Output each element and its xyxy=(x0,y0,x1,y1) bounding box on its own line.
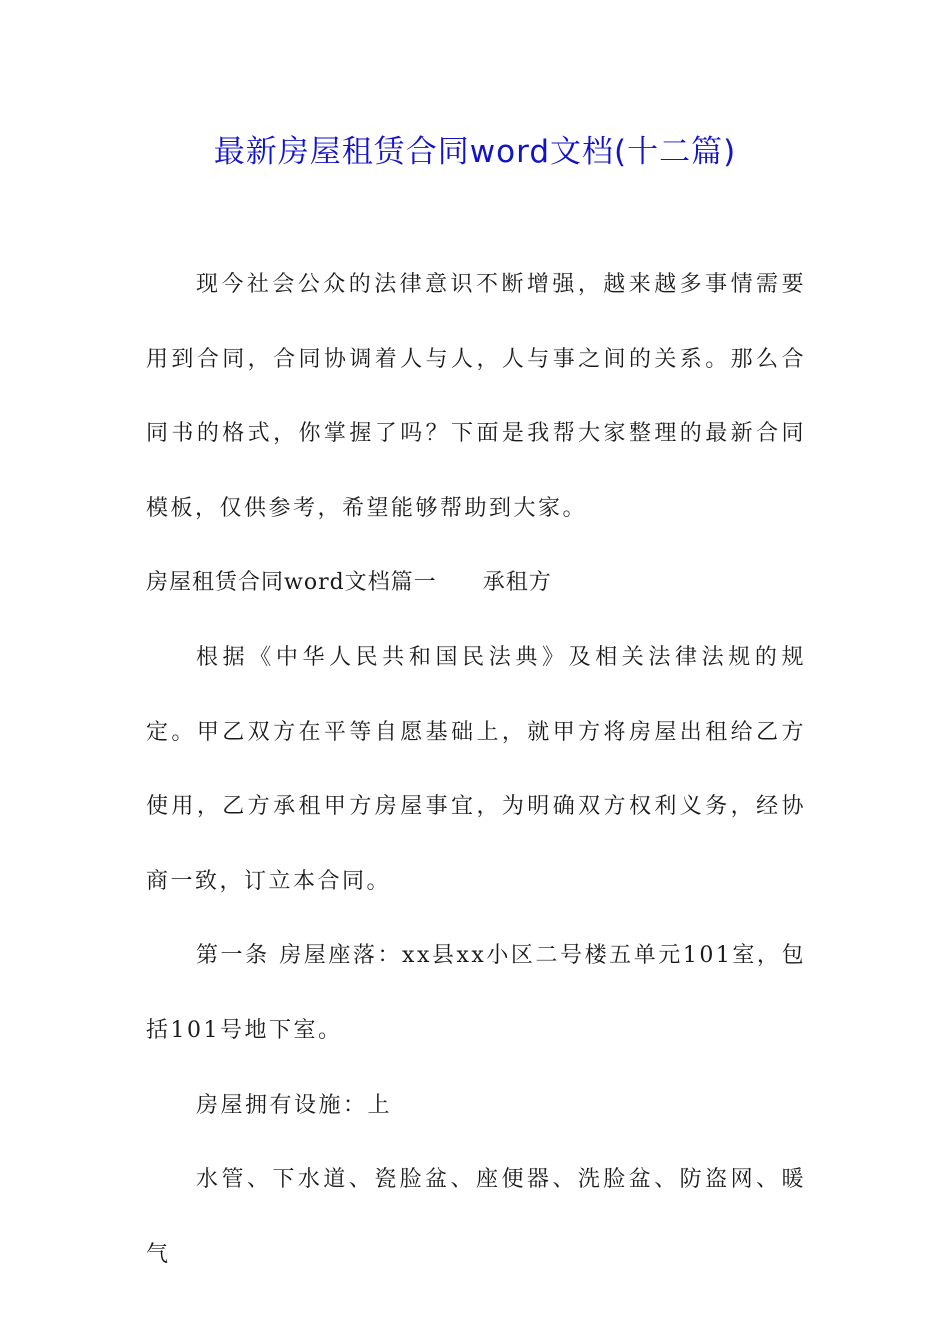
document-title: 最新房屋租赁合同word文档(十二篇) xyxy=(213,134,737,170)
article-one-paragraph: 第一条 房屋座落：xx县xx小区二号楼五单元101室，包括101号地下室。 xyxy=(146,943,806,1043)
facilities-paragraph: 房屋拥有设施：上 xyxy=(196,1092,393,1118)
document-body xyxy=(146,248,806,1292)
section-heading-line xyxy=(146,546,806,621)
intro-paragraph: 现今社会公众的法律意识不断增强，越来越多事情需要用到合同，合同协调着人与人，人与事之间的关系。那么合同书的格式，你掌握了吗？下面是我帮大家整理的最新合同模板，仅供参考，希望能够帮助到大家。 xyxy=(146,272,806,521)
section-heading: 房屋租赁合同word文档篇一 xyxy=(146,570,437,596)
contract-preamble-paragraph: 根据《中华人民共和国民法典》及相关法律法规的规定。甲乙双方在平等自愿基础上，就甲方将房屋出租给乙方使用，乙方承租甲方房屋事宜，为明确双方权利义务，经协商一致，订立本合同。 xyxy=(146,644,806,894)
section-party: 承租方 xyxy=(482,570,552,596)
facilities-list-paragraph: 水管、下水道、瓷脸盆、座便器、洗脸盆、防盗网、暖气 xyxy=(146,1167,806,1267)
